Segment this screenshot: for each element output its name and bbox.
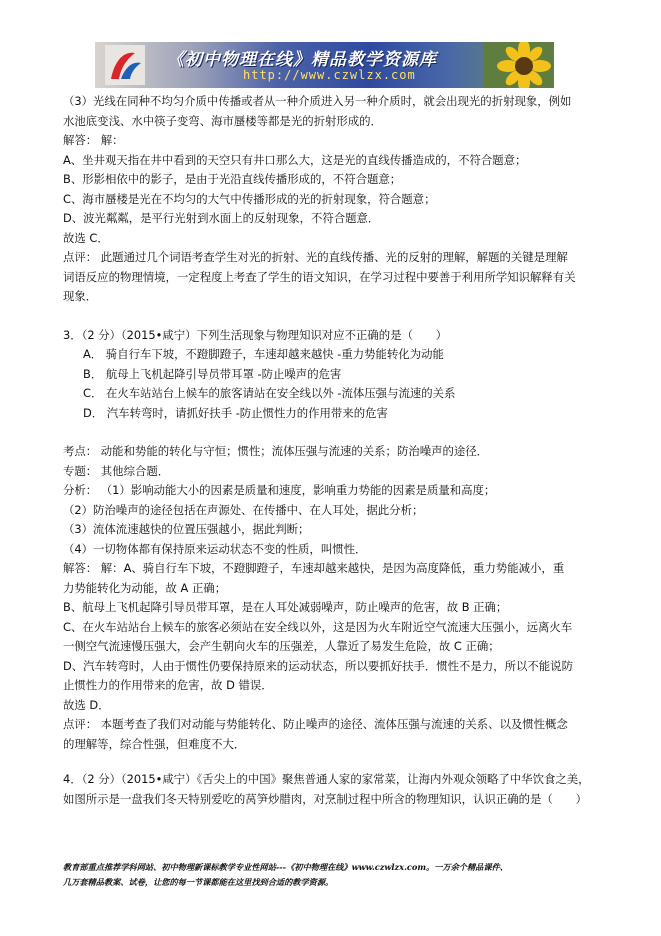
answer-option: C． 在火车站站台上候车的旅客请站在安全线以外 -流体压强与流速的关系 bbox=[83, 386, 456, 400]
text-line: （3）光线在同种不均匀介质中传播或者从一种介质进入另一种介质时，就会出现光的折射现象，例如 bbox=[63, 94, 572, 108]
text-line: 专题： 其他综合题． bbox=[63, 463, 170, 478]
footer-line-1: 教育部重点推荐学科网站、初中物理新课标教学专业性网站---《初中物理在线》www.czwlzx.com。一万余个精品课件、 bbox=[63, 862, 508, 872]
text-line: 现象． bbox=[63, 289, 98, 303]
banner-url[interactable]: http://www.czwlzx.com bbox=[243, 68, 416, 82]
spacer bbox=[63, 754, 611, 770]
text-line: 的理解等，综合性强，但难度不大． bbox=[63, 736, 246, 751]
text-line: 考点： 动能和势能的转化与守恒；惯性；流体压强与流速的关系；防治噪声的途径． bbox=[63, 444, 489, 458]
header-banner bbox=[95, 42, 554, 88]
text-line: 故选 C． bbox=[63, 230, 109, 245]
text-line: 故选 D． bbox=[63, 697, 110, 712]
text-line: 词语反应的物理情境，一定程度上考查了学生的语文知识，在学习过程中要善于利用所学知识解释有关 bbox=[63, 269, 576, 284]
text-line: B、航母上飞机起降引导员带耳罩，是在人耳处减弱噪声，防止噪声的危害，故 B 正确； bbox=[63, 600, 508, 614]
page-footer bbox=[63, 860, 603, 890]
text-line: B、形影相依中的影子，是由于光沿直线传播形成的，不符合题意； bbox=[63, 172, 402, 186]
banner-title: 《初中物理在线》精品教学资源库 bbox=[167, 50, 437, 70]
document-body bbox=[63, 92, 611, 809]
text-line: 点评： 本题考查了我们对动能与势能转化、防止噪声的途径、流体压强与流速的关系、以及惯性概念 bbox=[63, 717, 568, 731]
text-line: 一侧空气流速慢压强大，会产生朝向火车的压强差，人靠近了易发生危险，故 C 正确； bbox=[63, 639, 500, 653]
text-line: 如图所示是一盘我们冬天特别爱吃的莴笋炒腊肉，对烹制过程中所含的物理知识，认识正确的是（ ） bbox=[63, 791, 587, 806]
spacer bbox=[63, 423, 611, 442]
text-line: A、坐井观天指在井中看到的天空只有井口那么大，这是光的直线传播造成的，不符合题意； bbox=[63, 152, 527, 167]
footer-line-2: 几万套精品教案、试卷，让您的每一节课都能在这里找到合适的教学资源。 bbox=[63, 877, 334, 887]
text-line: 解答： 解： bbox=[63, 133, 124, 147]
answer-option: B． 航母上飞机起降引导员带耳罩 -防止噪声的危害 bbox=[83, 366, 342, 381]
text-line: 3．（2 分）（2015•咸宁）下列生活现象与物理知识对应不正确的是（ ） bbox=[63, 327, 448, 342]
text-line: （3）流体流速越快的位置压强越小，据此判断； bbox=[63, 522, 310, 536]
answer-option: D． 汽车转弯时，请抓好扶手 -防止惯性力的作用带来的危害 bbox=[83, 405, 388, 420]
text-line: 分析： （1）影响动能大小的因素是质量和速度，影响重力势能的因素是质量和高度； bbox=[63, 483, 496, 497]
text-line: 止惯性力的作用带来的危害，故 D 错误． bbox=[63, 678, 273, 692]
text-line: 点评： 此题通过几个词语考查学生对光的折射、光的直线传播、光的反射的理解，解题的关键是理解 bbox=[63, 250, 568, 264]
text-line: 解答： 解：A、骑自行车下坡，不蹬脚蹬子，车速却越来越快，是因为高度降低，重力势能减小，重 bbox=[63, 561, 565, 575]
sunflower-icon bbox=[484, 42, 554, 88]
answer-option: A． 骑自行车下坡，不蹬脚蹬子，车速却越来越快 -重力势能转化为动能 bbox=[83, 347, 444, 361]
spacer bbox=[63, 307, 611, 326]
text-line: 水池底变浅、水中筷子变弯、海市蜃楼等都是光的折射形成的． bbox=[63, 113, 382, 128]
text-line: 力势能转化为动能，故 A 正确； bbox=[63, 580, 227, 595]
text-line: 4．（2 分）（2015•咸宁）《舌尖上的中国》聚焦普通人家的家常菜，让海内外观众领略了中华饮食之美， bbox=[63, 772, 590, 786]
text-line: C、在火车站站台上候车的旅客必须站在安全线以外，这是因为火车附近空气流速大压强小，远离火车 bbox=[63, 619, 573, 634]
text-line: （4）一切物体都有保持原来运动状态不变的性质，叫惯性． bbox=[63, 541, 367, 556]
text-line: （2）防治噪声的途径包括在声源处、在传播中、在人耳处，据此分析； bbox=[63, 502, 424, 517]
text-line: D、汽车转弯时，人由于惯性仍要保持原来的运动状态，所以要抓好扶手．惯性不是力，所以不能说防 bbox=[63, 658, 573, 673]
logo-icon bbox=[105, 45, 145, 85]
text-line: C、海市蜃楼是光在不均匀的大气中传播形成的光的折射现象，符合题意； bbox=[63, 191, 436, 206]
text-line: D、波光粼粼，是平行光射到水面上的反射现象，不符合题意． bbox=[63, 211, 380, 225]
